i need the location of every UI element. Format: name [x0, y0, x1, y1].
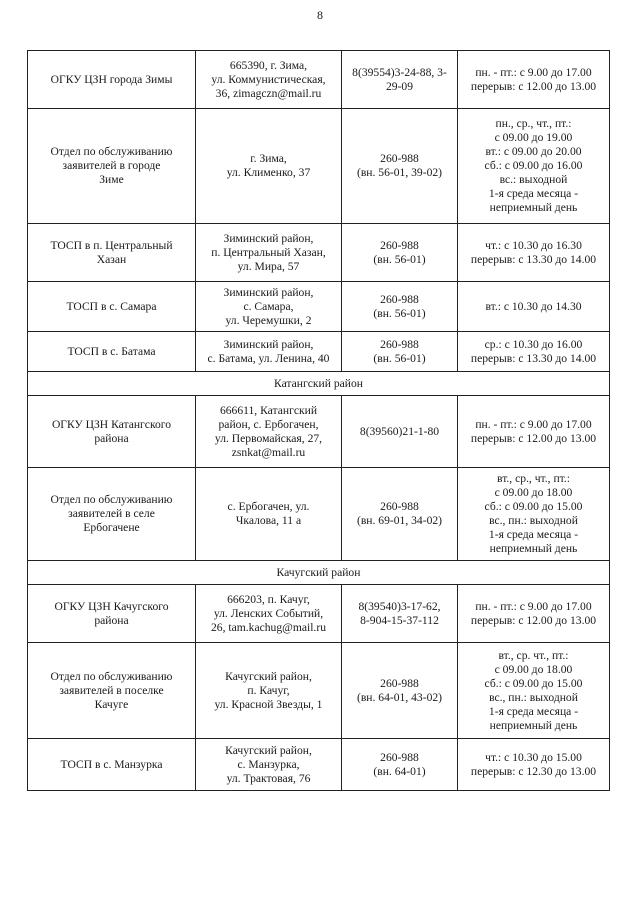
- offices-table-body: [28, 51, 610, 791]
- table-row: [28, 282, 610, 332]
- page-number: 8: [317, 8, 323, 22]
- address-cell: с. Ербогачен, ул. Чкалова, 11 а: [196, 468, 342, 561]
- office-name-cell: Отдел по обслуживанию заявителей в городе Зиме: [28, 109, 196, 224]
- table-row: [28, 739, 610, 791]
- phone-cell: 260-988 (вн. 64-01, 43-02): [342, 643, 458, 739]
- phone-cell: 8(39560)21-1-80: [342, 396, 458, 468]
- schedule-cell: ср.: с 10.30 до 16.00 перерыв: с 13.30 до 14.00: [458, 332, 610, 372]
- schedule-cell: пн., ср., чт., пт.: с 09.00 до 19.00 вт.: с 09.00 до 20.00 сб.: с 09.00 до 16.00 вс.: выходной 1-я среда месяца - неприемный день: [458, 109, 610, 224]
- table-row: [28, 332, 610, 372]
- office-name-cell: ТОСП в с. Самара: [28, 282, 196, 332]
- phone-cell: 260-988 (вн. 56-01, 39-02): [342, 109, 458, 224]
- schedule-cell: чт.: с 10.30 до 16.30 перерыв: с 13.30 до 14.00: [458, 224, 610, 282]
- address-cell: Зиминский район, с. Самара, ул. Черемушки, 2: [196, 282, 342, 332]
- office-name-cell: ТОСП в с. Батама: [28, 332, 196, 372]
- address-cell: 666611, Катангский район, с. Ербогачен, ул. Первомайская, 27, zsnkat@mail.ru: [196, 396, 342, 468]
- schedule-cell: чт.: с 10.30 до 15.00 перерыв: с 12.30 до 13.00: [458, 739, 610, 791]
- office-name-cell: ТОСП в п. Центральный Хазан: [28, 224, 196, 282]
- schedule-cell: пн. - пт.: с 9.00 до 17.00 перерыв: с 12.00 до 13.00: [458, 585, 610, 643]
- phone-cell: 260-988 (вн. 56-01): [342, 282, 458, 332]
- section-row: [28, 372, 610, 396]
- address-cell: 666203, п. Качуг, ул. Ленских Событий, 26, tam.kachug@mail.ru: [196, 585, 342, 643]
- section-title: Катангский район: [28, 372, 610, 396]
- schedule-cell: вт., ср. чт., пт.: с 09.00 до 18.00 сб.: с 09.00 до 15.00 вс., пн.: выходной 1-я среда месяца - неприемный день: [458, 643, 610, 739]
- schedule-cell: вт.: с 10.30 до 14.30: [458, 282, 610, 332]
- phone-cell: 260-988 (вн. 56-01): [342, 224, 458, 282]
- phone-cell: 260-988 (вн. 64-01): [342, 739, 458, 791]
- phone-cell: 8(39554)3-24-88, 3- 29-09: [342, 51, 458, 109]
- section-title: Качугский район: [28, 561, 610, 585]
- address-cell: Качугский район, п. Качуг, ул. Красной Звезды, 1: [196, 643, 342, 739]
- table-row: [28, 585, 610, 643]
- table-row: [28, 396, 610, 468]
- offices-table: [27, 50, 610, 791]
- office-name-cell: Отдел по обслуживанию заявителей в поселке Качуге: [28, 643, 196, 739]
- office-name-cell: ОГКУ ЦЗН Качугского района: [28, 585, 196, 643]
- table-row: [28, 468, 610, 561]
- address-cell: 665390, г. Зима, ул. Коммунистическая, 36, zimagczn@mail.ru: [196, 51, 342, 109]
- table-row: [28, 643, 610, 739]
- phone-cell: 8(39540)3-17-62, 8-904-15-37-112: [342, 585, 458, 643]
- office-name-cell: Отдел по обслуживанию заявителей в селе Ербогачене: [28, 468, 196, 561]
- phone-cell: 260-988 (вн. 69-01, 34-02): [342, 468, 458, 561]
- office-name-cell: ОГКУ ЦЗН города Зимы: [28, 51, 196, 109]
- office-name-cell: ОГКУ ЦЗН Катангского района: [28, 396, 196, 468]
- table-row: [28, 224, 610, 282]
- address-cell: г. Зима, ул. Клименко, 37: [196, 109, 342, 224]
- address-cell: Качугский район, с. Манзурка, ул. Трактовая, 76: [196, 739, 342, 791]
- schedule-cell: пн. - пт.: с 9.00 до 17.00 перерыв: с 12.00 до 13.00: [458, 396, 610, 468]
- schedule-cell: пн. - пт.: с 9.00 до 17.00 перерыв: с 12.00 до 13.00: [458, 51, 610, 109]
- schedule-cell: вт., ср., чт., пт.: с 09.00 до 18.00 сб.: с 09.00 до 15.00 вс., пн.: выходной 1-я среда месяца - неприемный день: [458, 468, 610, 561]
- table-row: [28, 109, 610, 224]
- section-row: [28, 561, 610, 585]
- office-name-cell: ТОСП в с. Манзурка: [28, 739, 196, 791]
- address-cell: Зиминский район, п. Центральный Хазан, ул. Мира, 57: [196, 224, 342, 282]
- phone-cell: 260-988 (вн. 56-01): [342, 332, 458, 372]
- table-row: [28, 51, 610, 109]
- address-cell: Зиминский район, с. Батама, ул. Ленина, 40: [196, 332, 342, 372]
